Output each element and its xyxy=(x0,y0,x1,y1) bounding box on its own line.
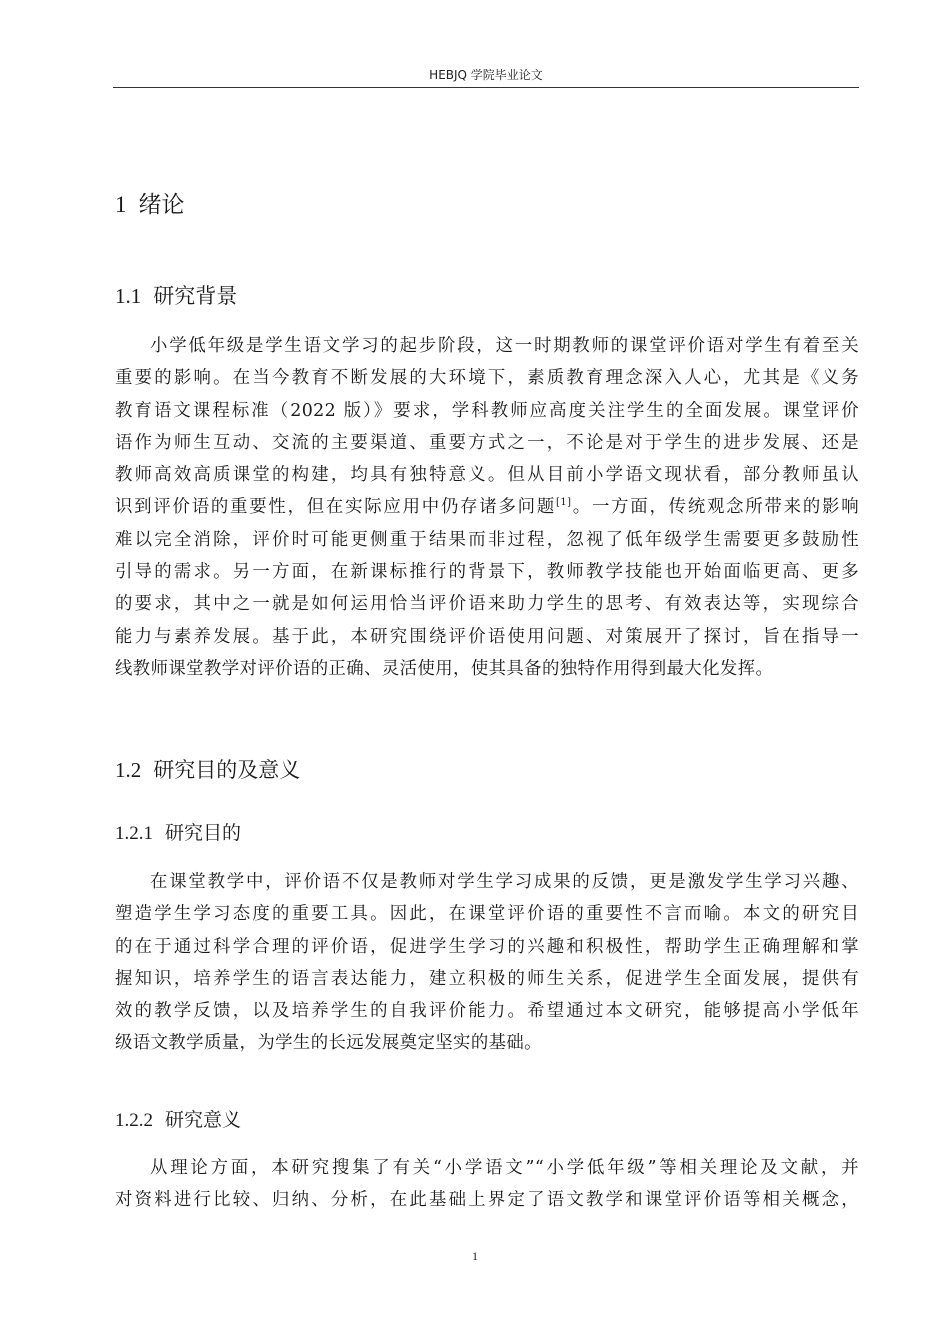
paragraph-line: 语作为师生互动、交流的主要渠道、重要方式之一，不论是对于学生的进步发展、还是 xyxy=(115,432,859,453)
paragraph-purpose xyxy=(115,866,859,1060)
paragraph-line: 在课堂教学中，评价语不仅是教师对学生学习成果的反馈，更是激发学生学习兴趣、 xyxy=(150,872,859,892)
paragraph-significance xyxy=(115,1152,859,1217)
running-header: HEBJQ 学院毕业论文 xyxy=(429,68,543,82)
paragraph-line: 引导的需求。另一方面，在新课标推行的背景下，教师教学技能也开始面临更高、更多 xyxy=(115,562,859,583)
paragraph-line: 级语文教学质量，为学生的长远发展奠定坚实的基础。 xyxy=(115,1033,542,1054)
subsection-title: 研究目的 xyxy=(165,822,242,844)
paragraph-text: 识到评价语的重要性，但在实际应用中仍存诸多问题 xyxy=(115,497,557,518)
paragraph-line: 教育语文课程标准（2022 版）》要求，学科教师应高度关注学生的全面发展。课堂评价 xyxy=(115,400,859,421)
paragraph-line: 塑造学生学习态度的重要工具。因此，在课堂评价语的重要性不言而喻。本文的研究目 xyxy=(115,904,859,925)
section-title: 研究背景 xyxy=(153,284,238,308)
section-number: 1.1 xyxy=(115,284,142,308)
paragraph-text: 。一方面，传统观念所带来的影响 xyxy=(571,497,859,518)
subsection-number: 1.2.2 xyxy=(115,1110,153,1131)
paragraph-line: 小学低年级是学生语文学习的起步阶段，这一时期教师的课堂评价语对学生有着至关 xyxy=(150,336,859,356)
chapter-title: 绪论 xyxy=(138,192,185,218)
paragraph-line: 教师高效高质课堂的构建，均具有独特意义。但从目前小学语文现状看，部分教师虽认 xyxy=(115,465,859,486)
chapter-heading xyxy=(115,186,185,219)
section-number: 1.2 xyxy=(115,758,142,782)
paragraph-line: 握知识，培养学生的语言表达能力，建立积极的师生关系，促进学生全面发展，提供有 xyxy=(115,968,859,989)
subsection-heading-1-2-1 xyxy=(115,818,241,845)
paragraph-line: 的在于通过科学合理的评价语，促进学生学习的兴趣和积极性，帮助学生正确理解和掌 xyxy=(115,936,859,957)
subsection-number: 1.2.1 xyxy=(115,823,153,844)
paragraph-line: 的要求，其中之一就是如何运用恰当评价语来助力学生的思考、有效表达等，实现综合 xyxy=(115,594,859,615)
paragraph-background xyxy=(115,330,859,685)
paragraph-line: 重要的影响。在当今教育不断发展的大环境下，素质教育理念深入人心，尤其是《义务 xyxy=(115,368,859,389)
citation-marker[interactable]: [1] xyxy=(556,497,572,509)
paragraph-line: 效的教学反馈，以及培养学生的自我评价能力。希望通过本文研究，能够提高小学低年 xyxy=(115,1001,859,1022)
section-heading-1-2 xyxy=(115,754,300,784)
paragraph-line: 对资料进行比较、归纳、分析，在此基础上界定了语文教学和课堂评价语等相关概念， xyxy=(115,1190,859,1211)
paragraph-line-with-citation xyxy=(115,491,859,523)
paragraph-line: 从理论方面，本研究搜集了有关“小学语文”“小学低年级”等相关理论及文献，并 xyxy=(150,1158,859,1178)
header-rule xyxy=(113,87,859,88)
section-title: 研究目的及意义 xyxy=(153,758,301,782)
subsection-title: 研究意义 xyxy=(165,1109,242,1131)
page-number: 1 xyxy=(472,1249,478,1263)
section-heading-1-1 xyxy=(115,280,237,310)
paragraph-line: 能力与素养发展。基于此，本研究围绕评价语使用问题、对策展开了探讨，旨在指导一 xyxy=(115,626,859,647)
paragraph-line: 线教师课堂教学对评价语的正确、灵活使用，使其具备的独特作用得到最大化发挥。 xyxy=(115,658,774,679)
paragraph-line: 难以完全消除，评价时可能更侧重于结果而非过程，忽视了低年级学生需要更多鼓励性 xyxy=(115,529,859,550)
chapter-number: 1 xyxy=(115,192,127,217)
subsection-heading-1-2-2 xyxy=(115,1105,241,1132)
